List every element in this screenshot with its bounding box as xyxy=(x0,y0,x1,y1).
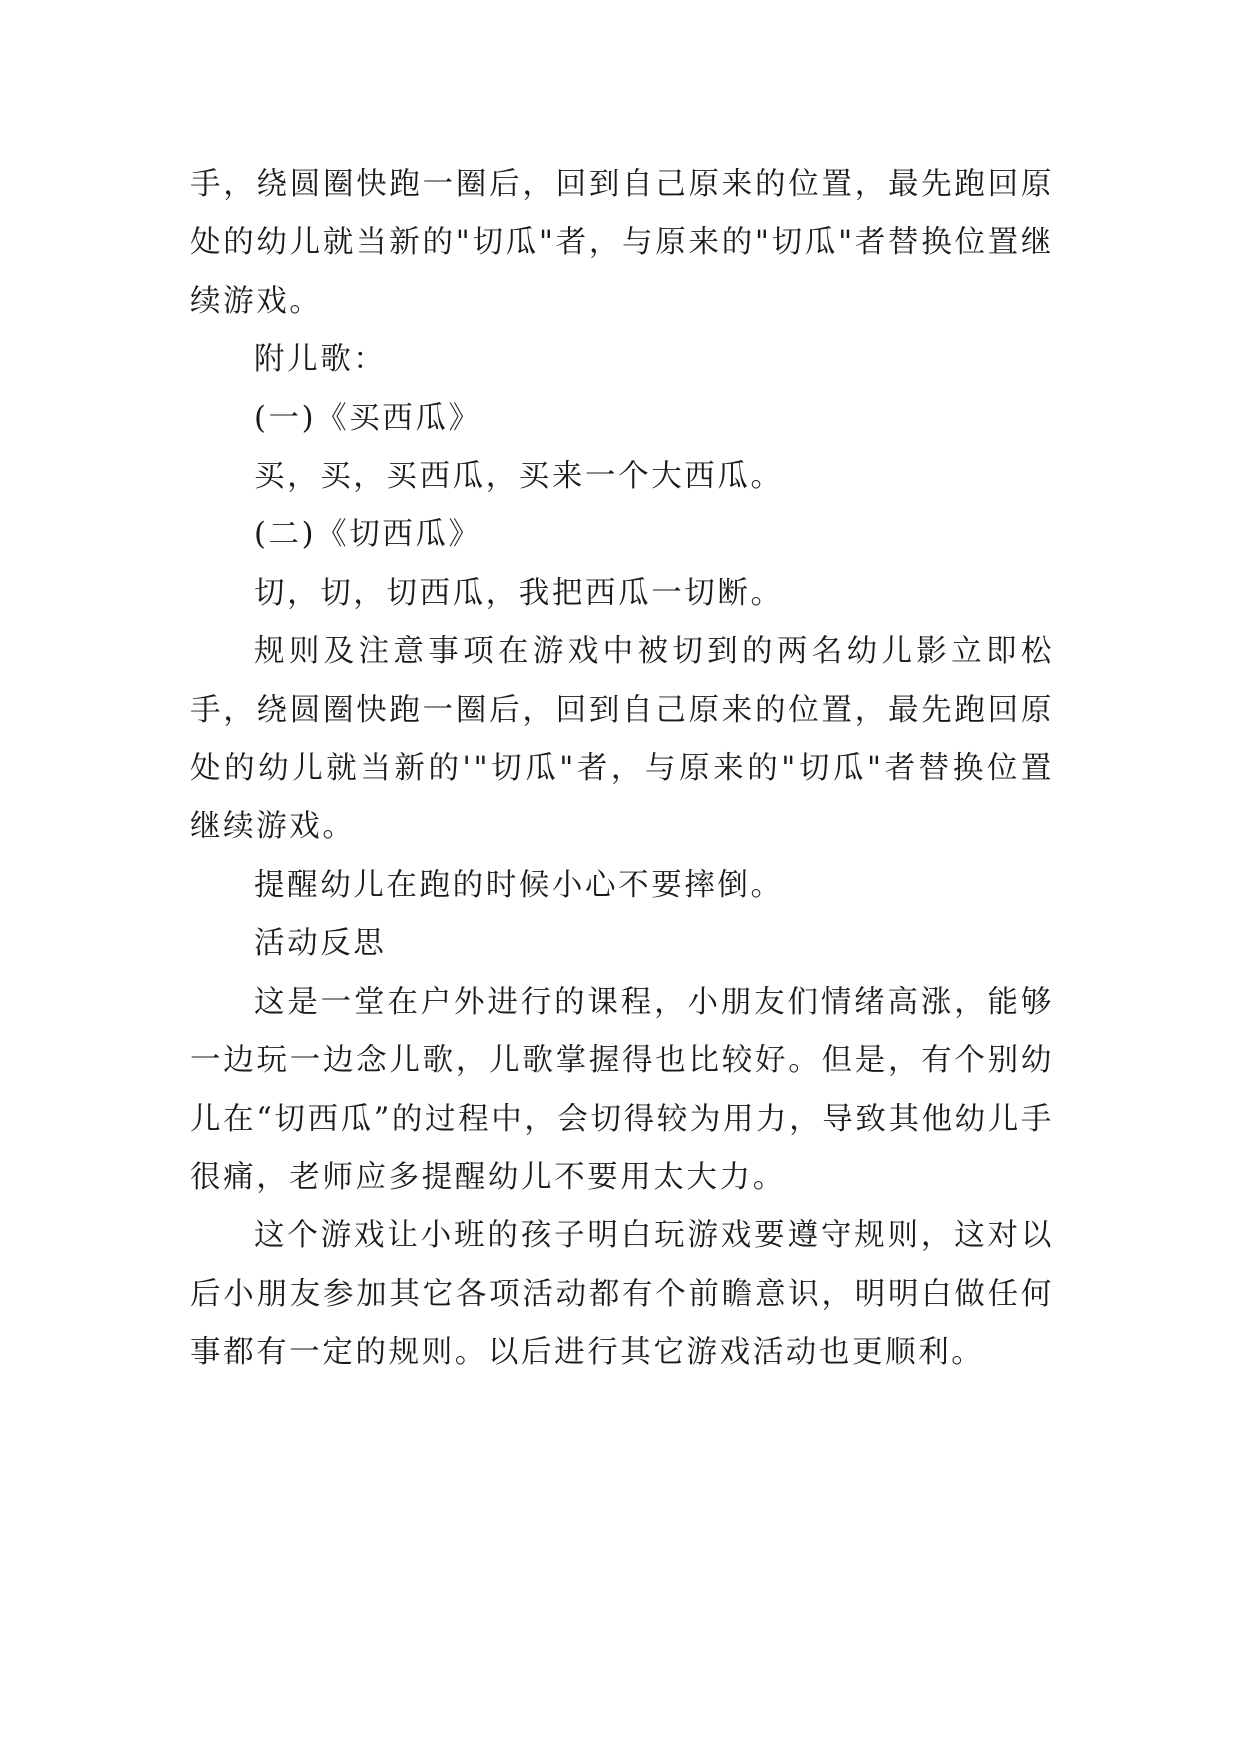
document-body xyxy=(190,156,1054,1383)
paragraph-rhyme-one-title: (一)《买西瓜》 xyxy=(254,400,482,436)
paragraph-reflection-two: 这个游戏让小班的孩子明白玩游戏要遵守规则，这对以后小朋友参加其它各项活动都有个前瞻意识，明明白做任何事都有一定的规则。以后进行其它游戏活动也更顺利。 xyxy=(190,1218,1054,1371)
paragraph-rhyme-two-text: 切，切，切西瓜，我把西瓜一切断。 xyxy=(254,575,784,611)
paragraph-reflection-one: 这是一堂在户外进行的课程，小朋友们情绪高涨，能够一边玩一边念儿歌，儿歌掌握得也比较好。但是，有个别幼儿在“切西瓜”的过程中，会切得较为用力，导致其他幼儿手很痛，老师应多提醒幼儿不要用太大力。 xyxy=(190,984,1054,1195)
paragraph-reflection-heading: 活动反思 xyxy=(254,926,387,962)
paragraph-safety-reminder: 提醒幼儿在跑的时候小心不要摔倒。 xyxy=(254,867,784,903)
paragraph-rhyme-one-text: 买，买，买西瓜，买来一个大西瓜。 xyxy=(254,459,784,495)
paragraph-nursery-rhymes-heading: 附儿歌： xyxy=(254,342,387,378)
paragraph-rhyme-two-title: (二)《切西瓜》 xyxy=(254,517,482,553)
paragraph-rules-and-notes: 规则及注意事项在游戏中被切到的两名幼儿影立即松手，绕圆圈快跑一圈后，回到自己原来的位置，最先跑回原处的幼儿就当新的'"切瓜"者，与原来的"切瓜"者替换位置继续游戏。 xyxy=(190,634,1054,845)
paragraph-game-rule-continuation: 手，绕圆圈快跑一圈后，回到自己原来的位置，最先跑回原处的幼儿就当新的"切瓜"者，与原来的"切瓜"者替换位置继续游戏。 xyxy=(190,167,1054,319)
